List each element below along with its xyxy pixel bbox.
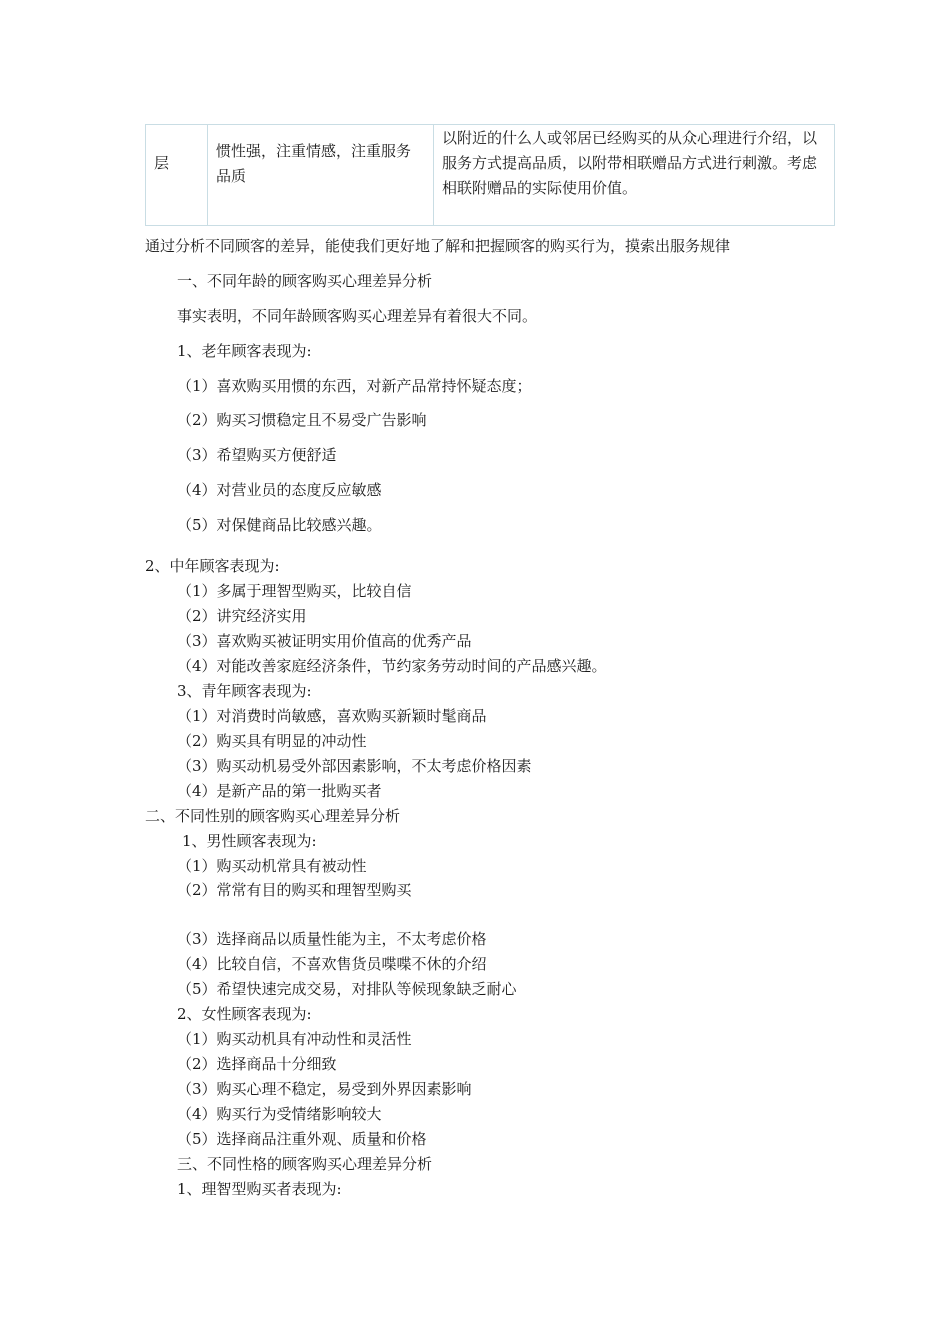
- list-item: （3）购买心理不稳定，易受到外界因素影响: [177, 1080, 472, 1098]
- subsection-heading: 3、青年顾客表现为:: [177, 682, 312, 700]
- list-item: （3）希望购买方便舒适: [177, 446, 337, 464]
- list-item: （3）选择商品以质量性能为主，不太考虑价格: [177, 930, 487, 948]
- list-item: （2）讲究经济实用: [177, 607, 307, 625]
- table-row: [146, 125, 835, 226]
- subsection-heading: 1、理智型购买者表现为:: [177, 1180, 342, 1198]
- section-heading: 一、不同年龄的顾客购买心理差异分析: [177, 272, 433, 290]
- list-item: （4）是新产品的第一批购买者: [177, 782, 382, 800]
- list-item: （1）多属于理智型购买，比较自信: [177, 582, 412, 600]
- list-item: （1）购买动机常具有被动性: [177, 857, 367, 875]
- list-item: （4）对能改善家庭经济条件，节约家务劳动时间的产品感兴趣。: [177, 657, 607, 675]
- section-heading: 三、不同性格的顾客购买心理差异分析: [177, 1155, 433, 1173]
- subsection-heading: 2、女性顾客表现为:: [177, 1005, 312, 1023]
- paragraph: 事实表明，不同年龄顾客购买心理差异有着很大不同。: [177, 307, 538, 325]
- table-cell-strategy: [434, 125, 835, 226]
- intro-paragraph: 通过分析不同顾客的差异，能使我们更好地了解和把握顾客的购买行为，摸索出服务规律: [145, 237, 731, 255]
- list-item: （4）对营业员的态度反应敏感: [177, 481, 382, 499]
- subsection-heading: 1、老年顾客表现为:: [177, 342, 312, 360]
- list-item: （2）常常有目的购买和理智型购买: [177, 881, 412, 899]
- table-cell-level: [146, 125, 208, 226]
- list-item: （4）比较自信，不喜欢售货员喋喋不休的介绍: [177, 955, 487, 973]
- subsection-heading: 2、中年顾客表现为:: [145, 557, 280, 575]
- table-cell-traits: [208, 125, 434, 226]
- list-item: （3）购买动机易受外部因素影响，不太考虑价格因素: [177, 757, 532, 775]
- list-item: （3）喜欢购买被证明实用价值高的优秀产品: [177, 632, 472, 650]
- list-item: （1）对消费时尚敏感，喜欢购买新颖时髦商品: [177, 707, 487, 725]
- cell-text: 惯性强，注重情感，注重服务品质: [216, 142, 412, 185]
- list-item: （5）希望快速完成交易，对排队等候现象缺乏耐心: [177, 980, 517, 998]
- list-item: （1）喜欢购买用惯的东西，对新产品常持怀疑态度；: [177, 377, 532, 395]
- continued-table: [145, 124, 835, 226]
- list-item: （1）购买动机具有冲动性和灵活性: [177, 1030, 412, 1048]
- list-item: （4）购买行为受情绪影响较大: [177, 1105, 382, 1123]
- list-item: （5）选择商品注重外观、质量和价格: [177, 1130, 427, 1148]
- list-item: （2）选择商品十分细致: [177, 1055, 337, 1073]
- list-item: （2）购买具有明显的冲动性: [177, 732, 367, 750]
- subsection-heading: 1、男性顾客表现为:: [182, 832, 317, 850]
- list-item: （5）对保健商品比较感兴趣。: [177, 516, 382, 534]
- cell-text: 以附近的什么人或邻居已经购买的从众心理进行介绍，以服务方式提高品质，以附带相联赠品方式进行刺激。考虑相联附赠品的实际使用价值。: [442, 129, 818, 197]
- list-item: （2）购买习惯稳定且不易受广告影响: [177, 411, 427, 429]
- section-heading: 二、不同性别的顾客购买心理差异分析: [145, 807, 401, 825]
- cell-text: 层: [154, 154, 170, 172]
